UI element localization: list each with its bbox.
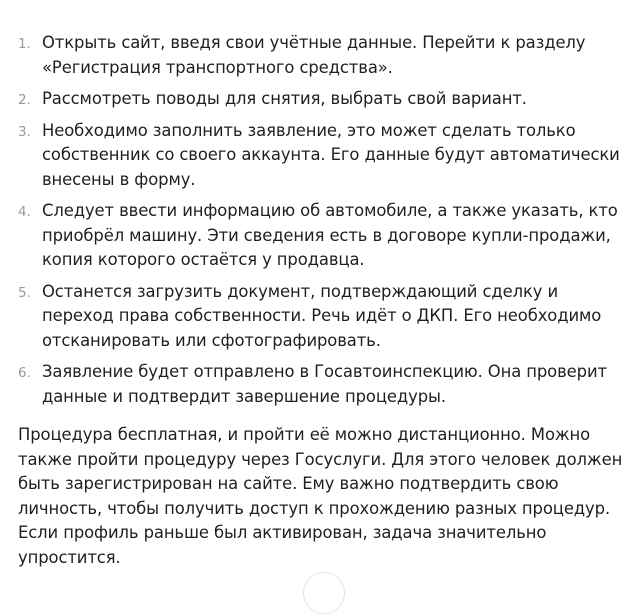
- list-item-step-1: [18, 31, 630, 80]
- step-text: Следует ввести информацию об автомобиле, а также указать, кто приобрёл машину. Эти сведения есть в договоре купли-продажи, копия которого остаётся у продавца.: [42, 201, 618, 269]
- list-item-step-4: [18, 199, 630, 273]
- step-text: Рассмотреть поводы для снятия, выбрать свой вариант.: [42, 89, 527, 108]
- step-text: Необходимо заполнить заявление, это может сделать только собственник со своего аккаунта. Его данные будут автоматически внесены в форму.: [42, 120, 620, 189]
- steps-list: [18, 31, 630, 416]
- step-text: Открыть сайт, введя свои учётные данные. Перейти к разделу «Регистрация транспортного средства».: [42, 33, 586, 77]
- list-item-step-2: [18, 87, 630, 112]
- step-number: 2.: [18, 92, 31, 108]
- step-number: 1.: [18, 36, 31, 52]
- scroll-indicator: [303, 572, 345, 614]
- list-item-step-3: [18, 119, 630, 193]
- summary-paragraph: Процедура бесплатная, и пройти её можно дистанционно. Можно также пройти процедуру через Госуслуги. Для этого человек должен быть зарегистрирован на сайте. Ему важно подтвердить свою личность, чтобы получить доступ к прохождению разных процедур. Если профиль раньше был активирован, задача значительно упростится.: [18, 425, 623, 567]
- step-number: 5.: [18, 284, 31, 301]
- step-number: 6.: [18, 365, 31, 381]
- step-text: Останется загрузить документ, подтверждающий сделку и переход права собственности. Речь идёт о ДКП. Его необходимо отсканировать или сфотографировать.: [42, 281, 602, 350]
- step-number: 3.: [18, 123, 31, 140]
- list-item-step-6: [18, 360, 630, 409]
- step-text: Заявление будет отправлено в Госавтоинспекцию. Она проверит данные и подтвердит завершение процедуры.: [42, 362, 607, 406]
- list-item-step-5: [18, 280, 630, 354]
- step-number: 4.: [18, 204, 31, 220]
